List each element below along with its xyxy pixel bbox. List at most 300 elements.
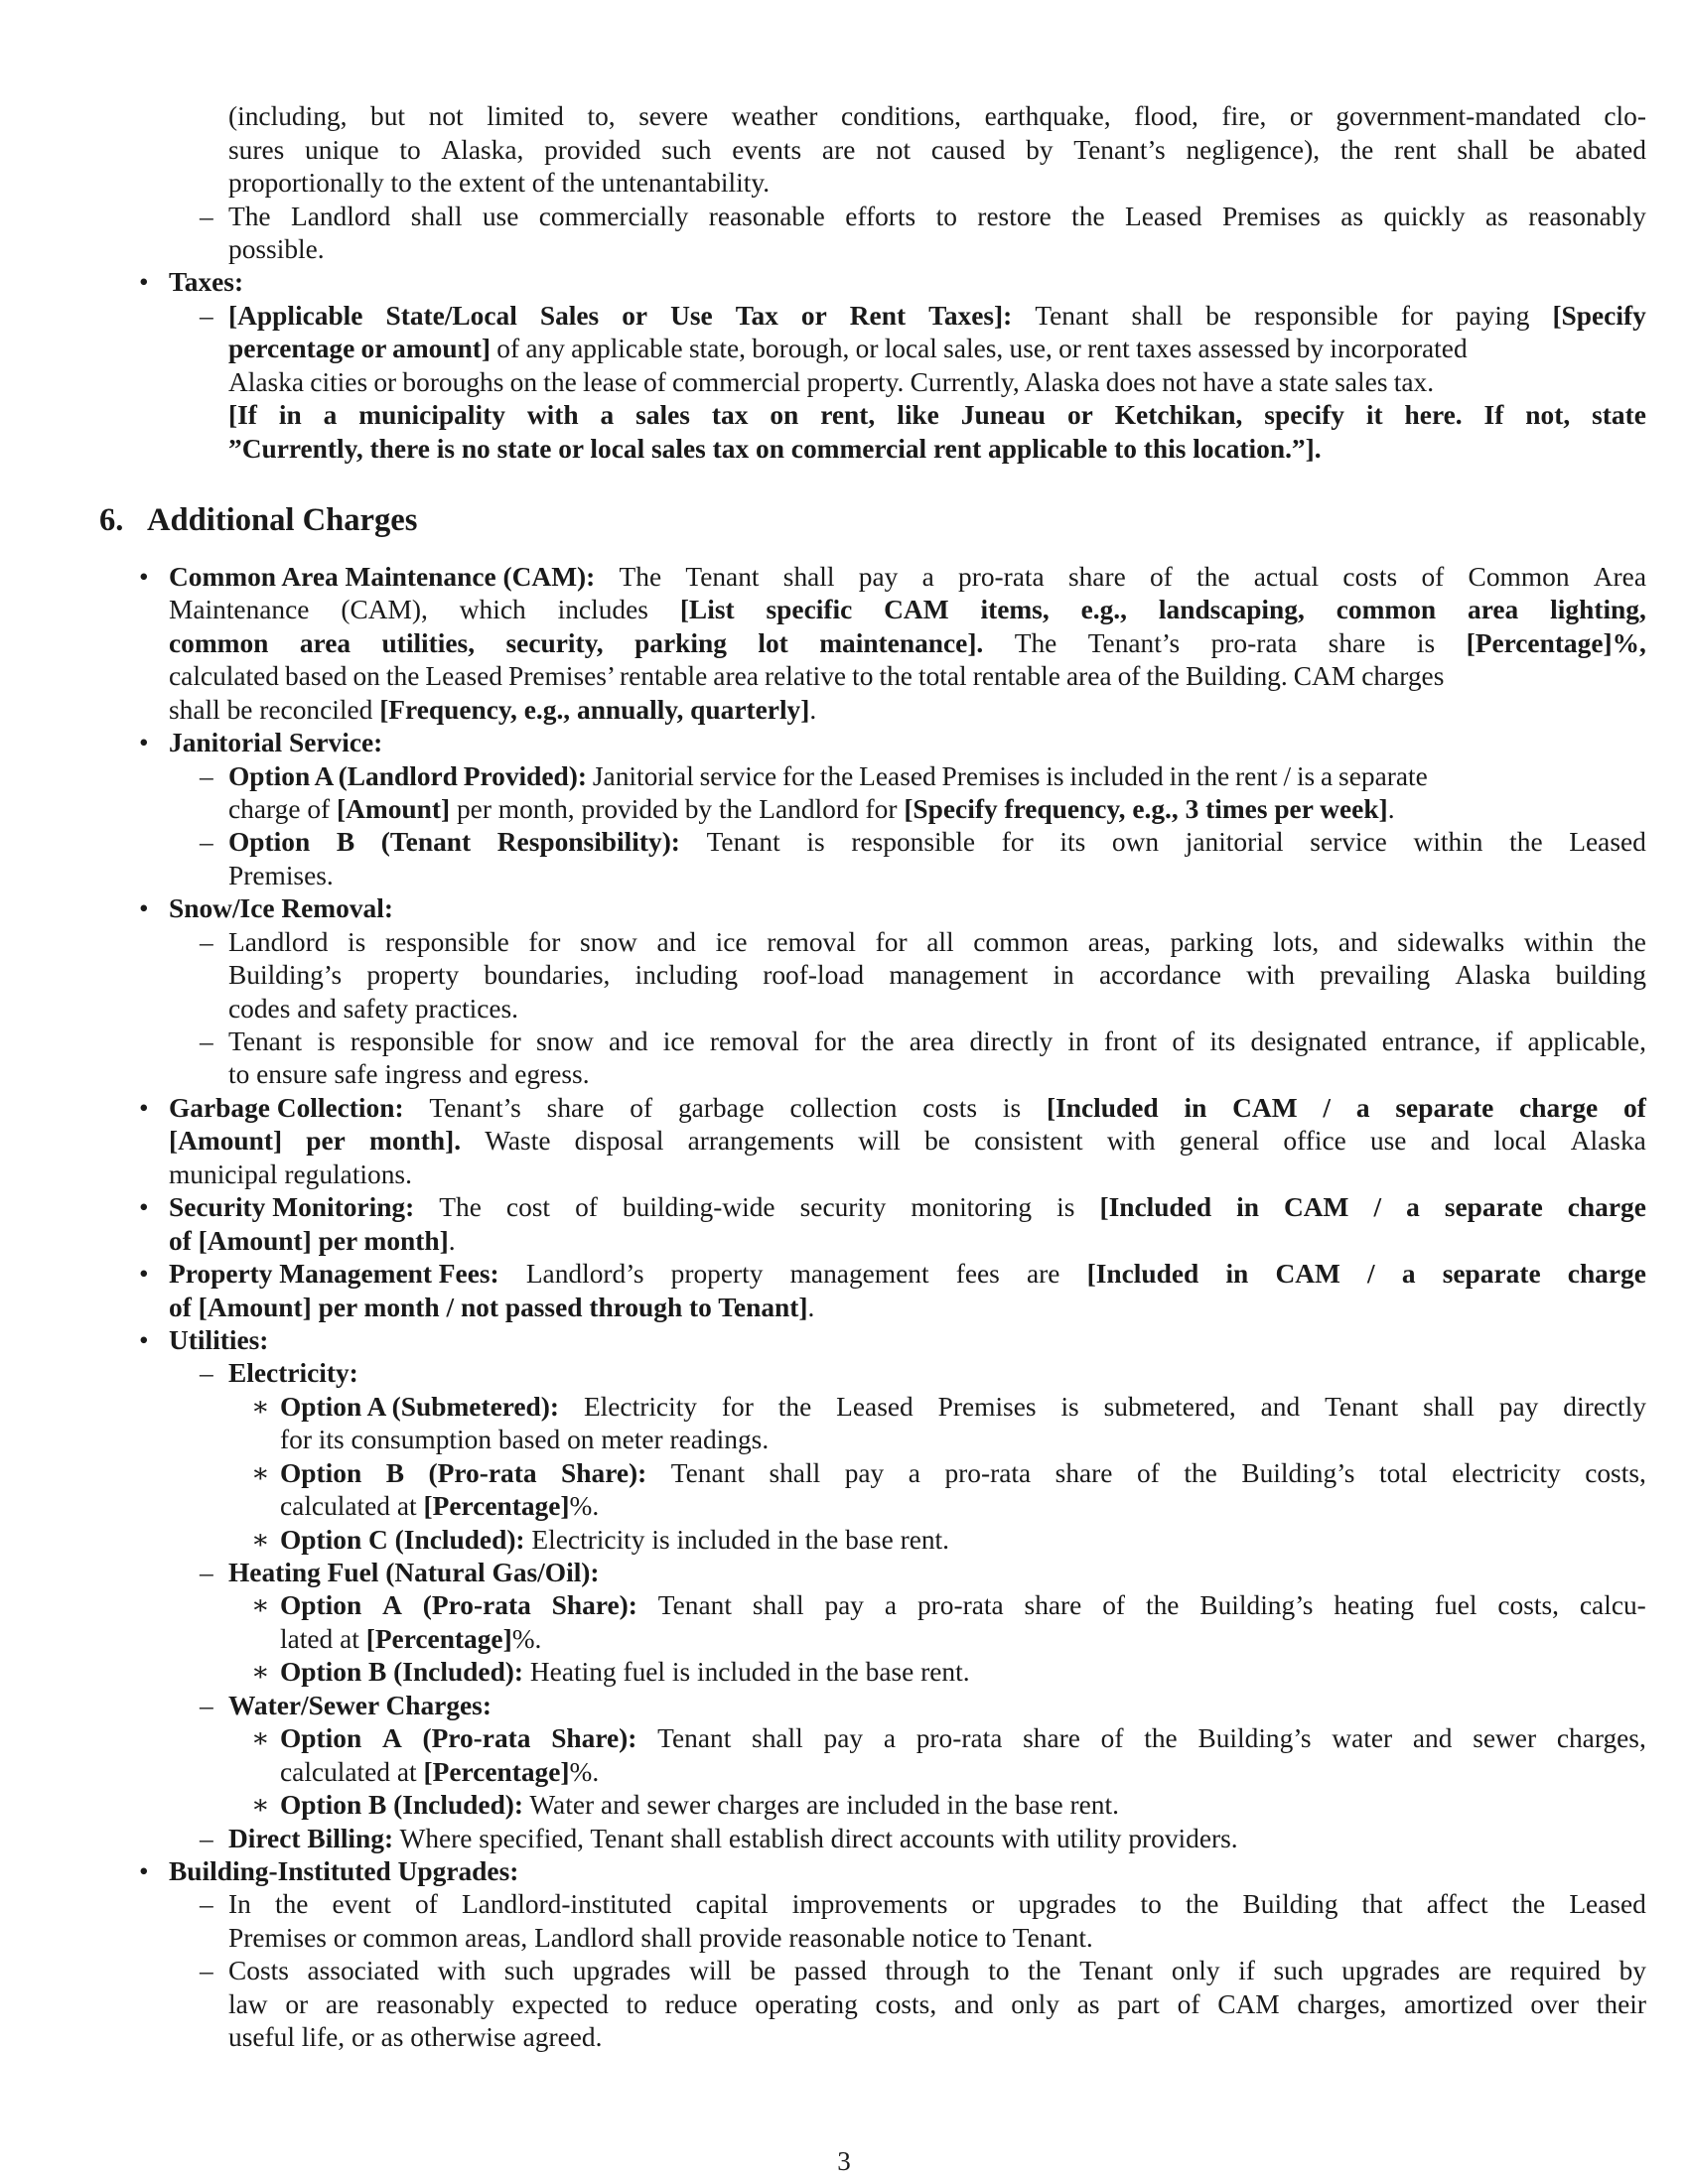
- text-line: Direct Billing: Where specified, Tenant shall establish direct accounts with utility providers.: [228, 1824, 1238, 1853]
- word: costs,: [875, 1989, 937, 2019]
- word: designated: [1250, 1026, 1367, 1056]
- word: Alaska: [1455, 960, 1531, 990]
- word: with: [437, 1956, 487, 1985]
- word: of: [415, 1889, 438, 1919]
- word: shall: [1131, 301, 1184, 331]
- word: Area: [1593, 562, 1646, 592]
- word: (Pro-rata: [422, 1723, 531, 1753]
- text-line: Common Area Maintenance (CAM): The Tenant shall pay a pro-rata share of the actual costs of Common Area: [169, 561, 1646, 594]
- word: pro-rata: [944, 1458, 1032, 1488]
- word: as: [1076, 1989, 1100, 2019]
- janitorial-label: Janitorial Service:: [169, 728, 383, 757]
- word: state: [1592, 400, 1646, 430]
- word: use: [482, 202, 519, 231]
- word: that: [1361, 1889, 1403, 1919]
- word: a: [1355, 1093, 1370, 1123]
- word: with: [526, 400, 579, 430]
- word: or: [971, 1889, 995, 1919]
- word: Tenant’s: [1087, 628, 1181, 658]
- word: utilities,: [381, 628, 476, 658]
- word: CAM: [1232, 1093, 1298, 1123]
- word: [If: [228, 400, 257, 430]
- word: e.g.,: [1080, 595, 1127, 624]
- text-line: lated at [Percentage]%.: [280, 1624, 542, 1654]
- word: separate: [1444, 1192, 1543, 1222]
- word: Tenant: [685, 562, 760, 592]
- word: the: [1613, 927, 1646, 957]
- word: service: [1310, 827, 1387, 857]
- word: affect: [1426, 1889, 1488, 1919]
- word: of: [1136, 1458, 1160, 1488]
- word: Landlord: [290, 202, 391, 231]
- word: items,: [980, 595, 1050, 624]
- word: paying: [1455, 301, 1530, 331]
- word: the: [1145, 1590, 1180, 1620]
- text-line: [228, 1955, 1646, 1987]
- text-line: calculated at [Percentage]%.: [280, 1757, 600, 1787]
- word: charge: [1567, 1192, 1646, 1222]
- word: B: [336, 827, 355, 857]
- text-line: charge of [Amount] per month, provided by the Landlord for [Specify frequency, e.g., 3 times per week].: [228, 794, 1395, 824]
- word: Tenant: [657, 1723, 732, 1753]
- word: operating: [755, 1989, 858, 2019]
- word: in: [278, 400, 302, 430]
- word: Landlord’s: [525, 1259, 644, 1289]
- word: is: [806, 827, 825, 857]
- text-line: [228, 201, 1646, 233]
- word: accordance: [1098, 960, 1222, 990]
- text-line: [Applicable State/Local Sales or Use Tax or Rent Taxes]: Tenant shall be responsible for paying [Specify: [228, 300, 1646, 333]
- word: boundaries,: [484, 960, 611, 990]
- word: Leased: [1569, 1889, 1646, 1919]
- word: upgrades: [572, 1956, 671, 1985]
- text-line: percentage or amount] of any applicable state, borough, or local sales, use, or rent taxes assessed by incorporated: [228, 334, 1468, 363]
- word: calcu-: [1579, 1590, 1646, 1620]
- word: capital: [695, 1889, 769, 1919]
- word: shall: [752, 1723, 803, 1753]
- upgrades-label: Building-Instituted Upgrades:: [169, 1856, 519, 1886]
- word: Building’s: [1199, 1590, 1314, 1620]
- word: municipality: [358, 400, 505, 430]
- word: is: [348, 927, 366, 957]
- word: but: [370, 101, 406, 131]
- word: submetered,: [1103, 1392, 1236, 1422]
- word: is: [1060, 1392, 1079, 1422]
- word: Waste: [485, 1126, 551, 1156]
- word: pay: [824, 1590, 865, 1620]
- text-line: [280, 1722, 1646, 1755]
- text-line: for its consumption based on meter readings.: [280, 1425, 770, 1454]
- text-line: calculated based on the Leased Premises’ rentable area relative to the total rentable area of the Building. CAM charges: [169, 661, 1445, 691]
- word: which: [459, 595, 526, 624]
- word: Alaska: [1570, 1126, 1646, 1156]
- word: are: [325, 1989, 359, 2019]
- word: limited: [487, 101, 564, 131]
- word: [Amount]: [169, 1126, 283, 1156]
- word: pay: [823, 1723, 864, 1753]
- word: associated: [307, 1956, 420, 1985]
- word: entrance,: [1381, 1026, 1481, 1056]
- word: Leased: [836, 1392, 914, 1422]
- word: In: [228, 1889, 251, 1919]
- word: events: [732, 135, 802, 165]
- word: shall: [782, 562, 835, 592]
- text-line: common area utilities, security, parking lot maintenance]. The Tenant’s pro-rata share is [Percentage]%,: [169, 627, 1646, 660]
- word: be: [750, 1956, 776, 1985]
- word: roof-load: [763, 960, 865, 990]
- word: or: [800, 301, 827, 331]
- word: a: [883, 1723, 896, 1753]
- word: building: [1555, 960, 1646, 990]
- word: and: [656, 927, 697, 957]
- word: severe: [638, 101, 709, 131]
- star-marker: ∗: [251, 1723, 270, 1753]
- dash-marker: –: [200, 827, 213, 857]
- word: heating: [1334, 1590, 1414, 1620]
- word: Tenant: [670, 1458, 745, 1488]
- snow-label: Snow/Ice Removal:: [169, 893, 393, 923]
- text-line: of [Amount] per month].: [169, 1226, 456, 1256]
- word: and: [1430, 1126, 1471, 1156]
- word: area: [909, 1026, 955, 1056]
- word: area: [299, 628, 352, 658]
- word: pro-rata: [915, 1723, 1003, 1753]
- dash-marker: –: [200, 1026, 213, 1056]
- word: and: [609, 1026, 648, 1056]
- word: Tenant’s: [429, 1093, 521, 1123]
- word: specify: [1264, 400, 1344, 430]
- word: for: [721, 1392, 754, 1422]
- word: maintenance].: [819, 628, 984, 658]
- word: /: [1323, 1093, 1332, 1123]
- word: to: [626, 1989, 647, 2019]
- word: of: [1623, 1093, 1646, 1123]
- text-line: municipal regulations.: [169, 1160, 412, 1189]
- word: arrangements: [687, 1126, 835, 1156]
- word: common: [1336, 595, 1437, 624]
- word: in: [1053, 960, 1074, 990]
- text-line: [280, 1457, 1646, 1490]
- word: general: [1179, 1126, 1260, 1156]
- text-line: calculated at [Percentage]%.: [280, 1491, 600, 1521]
- word: Sales: [539, 301, 600, 331]
- word: flood,: [1134, 101, 1198, 131]
- text-line: [228, 134, 1646, 167]
- word: the: [1184, 1458, 1217, 1488]
- word: separate: [1395, 1093, 1494, 1123]
- word: is: [1056, 1192, 1075, 1222]
- word: [Included: [1086, 1259, 1199, 1289]
- word: for: [875, 927, 908, 957]
- text-line: [169, 1125, 1646, 1158]
- word: monitoring: [911, 1192, 1033, 1222]
- electricity-label: Electricity:: [228, 1358, 358, 1388]
- word: consistent: [974, 1126, 1083, 1156]
- dash-marker: –: [200, 301, 213, 331]
- word: (including,: [228, 101, 348, 131]
- word: common: [973, 927, 1069, 957]
- word: provided: [544, 135, 641, 165]
- word: are: [1458, 1956, 1492, 1985]
- word: Tenant: [1079, 1956, 1154, 1985]
- word: Costs: [228, 1956, 289, 1985]
- word: for: [489, 1026, 521, 1056]
- word: weather: [731, 101, 818, 131]
- text-line: [228, 959, 1646, 992]
- word: the: [1028, 1956, 1061, 1985]
- word: includes: [557, 595, 648, 624]
- word: CAM: [1284, 1192, 1349, 1222]
- word: use: [1369, 1126, 1407, 1156]
- word: responsible: [384, 927, 509, 957]
- word: Option: [280, 1590, 362, 1620]
- text-line: shall be reconciled [Frequency, e.g., annually, quarterly].: [169, 695, 817, 725]
- word: pro-rata: [916, 1590, 1004, 1620]
- word: through: [885, 1956, 970, 1985]
- word: of: [630, 1093, 653, 1123]
- text-line: [280, 1589, 1646, 1622]
- word: caused: [930, 135, 1006, 165]
- heating-label: Heating Fuel (Natural Gas/Oil):: [228, 1558, 600, 1587]
- text-line: Option B (Included): Heating fuel is included in the base rent.: [280, 1657, 970, 1687]
- word: its: [1209, 1026, 1236, 1056]
- word: landscaping,: [1158, 595, 1305, 624]
- word: sures: [228, 135, 285, 165]
- word: will: [858, 1126, 901, 1156]
- word: management: [889, 960, 1029, 990]
- word: Option: [280, 1458, 362, 1488]
- utilities-label: Utilities:: [169, 1325, 269, 1355]
- word: share: [546, 1093, 605, 1123]
- word: share: [1023, 1723, 1080, 1753]
- word: the: [1071, 202, 1105, 231]
- text-line: [228, 1025, 1646, 1058]
- word: and: [1260, 1392, 1301, 1422]
- word: required: [1509, 1956, 1602, 1985]
- word: a: [884, 1590, 898, 1620]
- word: fees: [955, 1259, 1000, 1289]
- word: are: [1027, 1259, 1060, 1289]
- word: costs,: [1585, 1458, 1646, 1488]
- word: security: [799, 1192, 887, 1222]
- word: snow: [579, 927, 637, 957]
- word: by: [1026, 135, 1054, 165]
- word: CAM: [1275, 1259, 1340, 1289]
- word: a: [908, 1458, 920, 1488]
- word: share: [1067, 562, 1126, 592]
- word: over: [1530, 1989, 1580, 2019]
- word: pay: [858, 562, 899, 592]
- word: charges,: [1556, 1723, 1646, 1753]
- text-line: [228, 1888, 1646, 1921]
- word: event: [332, 1889, 391, 1919]
- word: shall: [1423, 1392, 1475, 1422]
- word: such: [661, 135, 712, 165]
- word: or: [622, 301, 648, 331]
- word: /: [1373, 1192, 1382, 1222]
- dash-marker: –: [200, 1558, 213, 1587]
- word: Option: [280, 1723, 362, 1753]
- word: in: [1184, 1093, 1207, 1123]
- word: fuel: [1434, 1590, 1477, 1620]
- word: the: [1185, 1889, 1219, 1919]
- word: charges,: [1297, 1989, 1387, 2019]
- word: only: [1171, 1956, 1220, 1985]
- word: for: [528, 927, 561, 957]
- word: all: [926, 927, 954, 957]
- word: on: [770, 400, 799, 430]
- word: CAM: [884, 595, 949, 624]
- word: Option: [228, 827, 311, 857]
- word: earthquake,: [984, 101, 1111, 131]
- word: pro-rata: [958, 562, 1045, 592]
- word: Electricity: [583, 1392, 698, 1422]
- word: if: [1238, 1956, 1255, 1985]
- word: Responsibility):: [496, 827, 680, 857]
- word: the: [1196, 562, 1230, 592]
- word: with: [1246, 960, 1295, 990]
- word: lots,: [1272, 927, 1320, 957]
- word: (Tenant: [380, 827, 472, 857]
- word: is: [1002, 1093, 1022, 1123]
- word: the: [1509, 827, 1543, 857]
- word: [Included: [1047, 1093, 1159, 1123]
- word: or: [285, 1989, 309, 2019]
- word: Share):: [561, 1458, 647, 1488]
- word: Use: [670, 301, 713, 331]
- word: property: [366, 960, 460, 990]
- star-marker: ∗: [251, 1525, 270, 1555]
- word: is: [1416, 628, 1436, 658]
- word: of: [575, 1192, 598, 1222]
- word: water: [1332, 1723, 1393, 1753]
- word: Landlord-instituted: [461, 1889, 672, 1919]
- bullet-marker: •: [139, 1259, 149, 1289]
- word: shall: [769, 1458, 821, 1488]
- word: A: [382, 1590, 402, 1620]
- star-marker: ∗: [251, 1458, 270, 1488]
- word: snow: [535, 1026, 594, 1056]
- word: to: [399, 135, 421, 165]
- text-line: Premises or common areas, Landlord shall provide reasonable notice to Tenant.: [228, 1923, 1093, 1953]
- word: including: [634, 960, 739, 990]
- word: of: [1102, 1590, 1126, 1620]
- word: with: [1106, 1126, 1156, 1156]
- section-number: 6.: [99, 502, 124, 538]
- word: management: [789, 1259, 929, 1289]
- word: by: [1618, 1956, 1646, 1985]
- word: will: [689, 1956, 732, 1985]
- word: as: [1484, 202, 1508, 231]
- word: commercially: [538, 202, 689, 231]
- text-line: Option A (Landlord Provided): Janitorial service for the Leased Premises is included in the rent / is a separate: [228, 761, 1428, 791]
- word: be: [924, 1126, 950, 1156]
- word: removal: [767, 927, 856, 957]
- text-line: [228, 826, 1646, 859]
- word: Tenant: [228, 1026, 303, 1056]
- word: Tenant: [1325, 1392, 1399, 1422]
- word: pay: [844, 1458, 885, 1488]
- word: [Included: [1099, 1192, 1212, 1222]
- word: ice: [662, 1026, 695, 1056]
- word: as: [1340, 202, 1364, 231]
- bullet-marker: •: [139, 267, 149, 297]
- word: or: [1289, 101, 1313, 131]
- word: Share):: [551, 1723, 637, 1753]
- bullet-marker: •: [139, 1325, 149, 1355]
- word: here.: [1404, 400, 1463, 430]
- word: such: [503, 1956, 555, 1985]
- word: The: [619, 562, 662, 592]
- word: is: [317, 1026, 336, 1056]
- word: specific: [766, 595, 853, 624]
- text-line: Option B (Included): Water and sewer charges are included in the base rent.: [280, 1790, 1119, 1820]
- word: law: [228, 1989, 268, 2019]
- word: shall: [752, 1590, 804, 1620]
- text-line: codes and safety practices.: [228, 994, 519, 1024]
- word: in: [1225, 1259, 1249, 1289]
- word: (Pro-rata: [428, 1458, 537, 1488]
- word: a: [1401, 1259, 1416, 1289]
- word: its: [1059, 827, 1086, 857]
- word: share: [1055, 1458, 1113, 1488]
- word: Ketchikan,: [1114, 400, 1243, 430]
- star-marker: ∗: [251, 1392, 270, 1422]
- dash-marker: –: [200, 761, 213, 791]
- word: to,: [587, 101, 616, 131]
- word: areas,: [1087, 927, 1151, 957]
- word: directly: [1563, 1392, 1646, 1422]
- word: (CAM),: [341, 595, 428, 624]
- word: not,: [1525, 400, 1571, 430]
- word: share: [1328, 628, 1386, 658]
- word: sewer: [1473, 1723, 1537, 1753]
- text-line: useful life, or as otherwise agreed.: [228, 2022, 603, 2052]
- dash-marker: –: [200, 1358, 213, 1388]
- word: area: [1468, 595, 1519, 624]
- text-line: [228, 100, 1646, 133]
- word: Maintenance: [169, 595, 310, 624]
- word: are: [821, 135, 856, 165]
- word: building-wide: [622, 1192, 775, 1222]
- word: and: [953, 1989, 994, 2019]
- text-line: [228, 1988, 1646, 2021]
- word: a: [1406, 1192, 1420, 1222]
- dash-marker: –: [200, 202, 213, 231]
- word: Rent: [849, 301, 907, 331]
- word: within: [1413, 827, 1483, 857]
- word: quickly: [1383, 202, 1466, 231]
- word: sales: [635, 400, 690, 430]
- text-line: Option A (Submetered): Electricity for the Leased Premises is submetered, and Tenant shall pay directly: [280, 1391, 1646, 1424]
- word: [List: [679, 595, 735, 624]
- word: Juneau: [960, 400, 1047, 430]
- word: the: [1144, 1723, 1178, 1753]
- word: their: [1596, 1989, 1646, 2019]
- text-line: to ensure safe ingress and egress.: [228, 1059, 590, 1089]
- word: or: [1066, 400, 1093, 430]
- word: rent,: [820, 400, 876, 430]
- word: in: [1236, 1192, 1259, 1222]
- word: share: [1024, 1590, 1082, 1620]
- word: only: [1011, 1989, 1059, 2019]
- word: to: [1140, 1889, 1162, 1919]
- word: a: [600, 400, 615, 430]
- word: the: [1511, 1889, 1546, 1919]
- word: of: [1421, 562, 1445, 592]
- word: Building: [1242, 1889, 1338, 1919]
- word: /: [1367, 1259, 1375, 1289]
